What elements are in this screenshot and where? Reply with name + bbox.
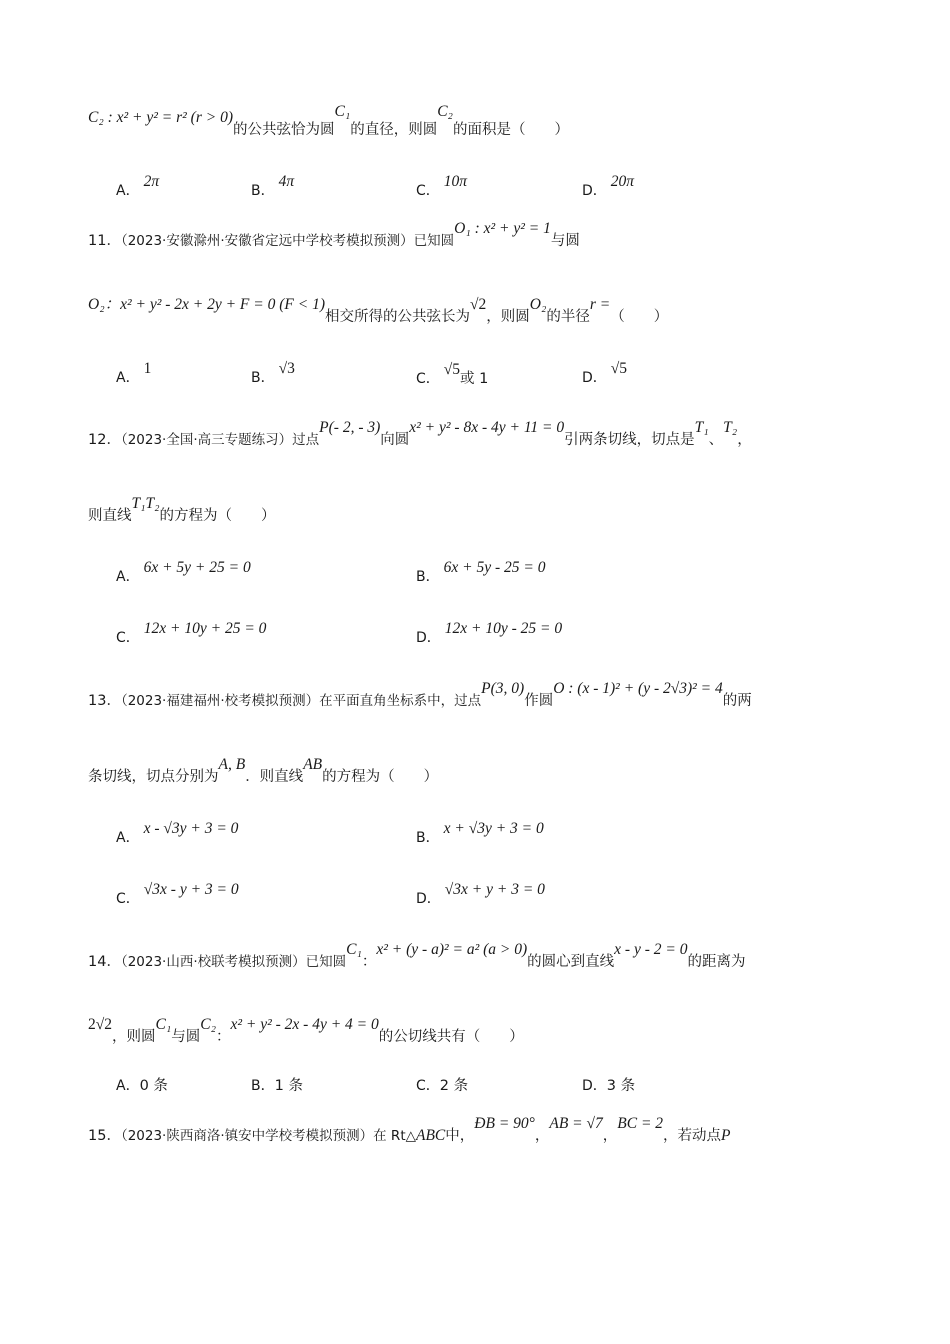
q13-number: 13． — [88, 693, 121, 709]
q13-option-a[interactable]: A．x - √3y + 3 = 0 — [116, 820, 239, 846]
q11-number: 11． — [88, 233, 121, 249]
q14-number: 14． — [88, 954, 121, 970]
q15-line-1: 15．（2023·陕西商洛·镇安中学校考模拟预测）在 Rt△ABC中，ÐB = 90°，AB = √7，BC = 2，若动点P — [88, 1115, 731, 1144]
q13-option-c[interactable]: C．√3x - y + 3 = 0 — [116, 881, 239, 907]
q11-option-c[interactable]: C．√5或 1 — [416, 361, 489, 387]
q12-line-1: 12．（2023·全国·高三专题练习）过点P(- 2, - 3)向圆x² + y² - 8x - 4y + 11 = 0引两条切线，切点是T₁、T₂， — [88, 419, 752, 448]
q10-circle-c2-equation: C₂ : x² + y² = r² (r > 0) — [88, 109, 233, 126]
q12-line-2: 则直线T₁T₂的方程为（ ） — [88, 495, 276, 524]
q14-option-c[interactable]: C．2 条 — [416, 1078, 469, 1094]
q10-option-a[interactable]: A．2π — [116, 173, 160, 199]
q12-option-d[interactable]: D．12x + 10y - 25 = 0 — [416, 620, 563, 646]
q12-option-b[interactable]: B．6x + 5y - 25 = 0 — [416, 559, 546, 585]
q12-option-c[interactable]: C．12x + 10y + 25 = 0 — [116, 620, 267, 646]
q12-option-a[interactable]: A．6x + 5y + 25 = 0 — [116, 559, 251, 585]
q14-line-1: 14．（2023·山西·校联考模拟预测）已知圆C₁：x² + (y - a)² = a² (a > 0)的圆心到直线x - y - 2 = 0的距离为 — [88, 941, 746, 970]
q11-line-2: O₂：x² + y² - 2x + 2y + F = 0 (F < 1)相交所得的公共弦长为√2，则圆O₂的半径r =（ ） — [88, 296, 669, 325]
q10-option-c[interactable]: C．10π — [416, 173, 468, 199]
q11-line-1: 11．（2023·安徽滁州·安徽省定远中学校考模拟预测）已知圆O₁ : x² + y² = 1与圆 — [88, 220, 580, 249]
q13-option-d[interactable]: D．√3x + y + 3 = 0 — [416, 881, 545, 907]
q14-option-b[interactable]: B．1 条 — [251, 1078, 303, 1094]
q13-line-2: 条切线，切点分别为A, B．则直线AB的方程为（ ） — [88, 756, 439, 785]
q14-option-d[interactable]: D．3 条 — [582, 1078, 636, 1094]
q11-option-b[interactable]: B．√3 — [251, 360, 295, 386]
q15-number: 15． — [88, 1128, 121, 1144]
q14-option-a[interactable]: A．0 条 — [116, 1078, 168, 1094]
q14-line-2: 2√2，则圆C₁与圆C₂：x² + y² - 2x - 4y + 4 = 0的公切线共有（ ） — [88, 1016, 524, 1045]
q12-number: 12． — [88, 432, 121, 448]
q10-option-b[interactable]: B．4π — [251, 173, 295, 199]
q13-line-1: 13．（2023·福建福州·校考模拟预测）在平面直角坐标系中，过点P(3, 0)作圆O : (x - 1)² + (y - 2√3)² = 4的两 — [88, 680, 752, 709]
q11-option-a[interactable]: A．1 — [116, 360, 152, 386]
q13-option-b[interactable]: B．x + √3y + 3 = 0 — [416, 820, 544, 846]
q10-line-1: C₂ : x² + y² = r² (r > 0)的公共弦恰为圆C₁的直径，则圆C₂的面积是（ ） — [88, 103, 569, 138]
q10-option-d[interactable]: D．20π — [582, 173, 635, 199]
q11-option-d[interactable]: D．√5 — [582, 360, 628, 386]
